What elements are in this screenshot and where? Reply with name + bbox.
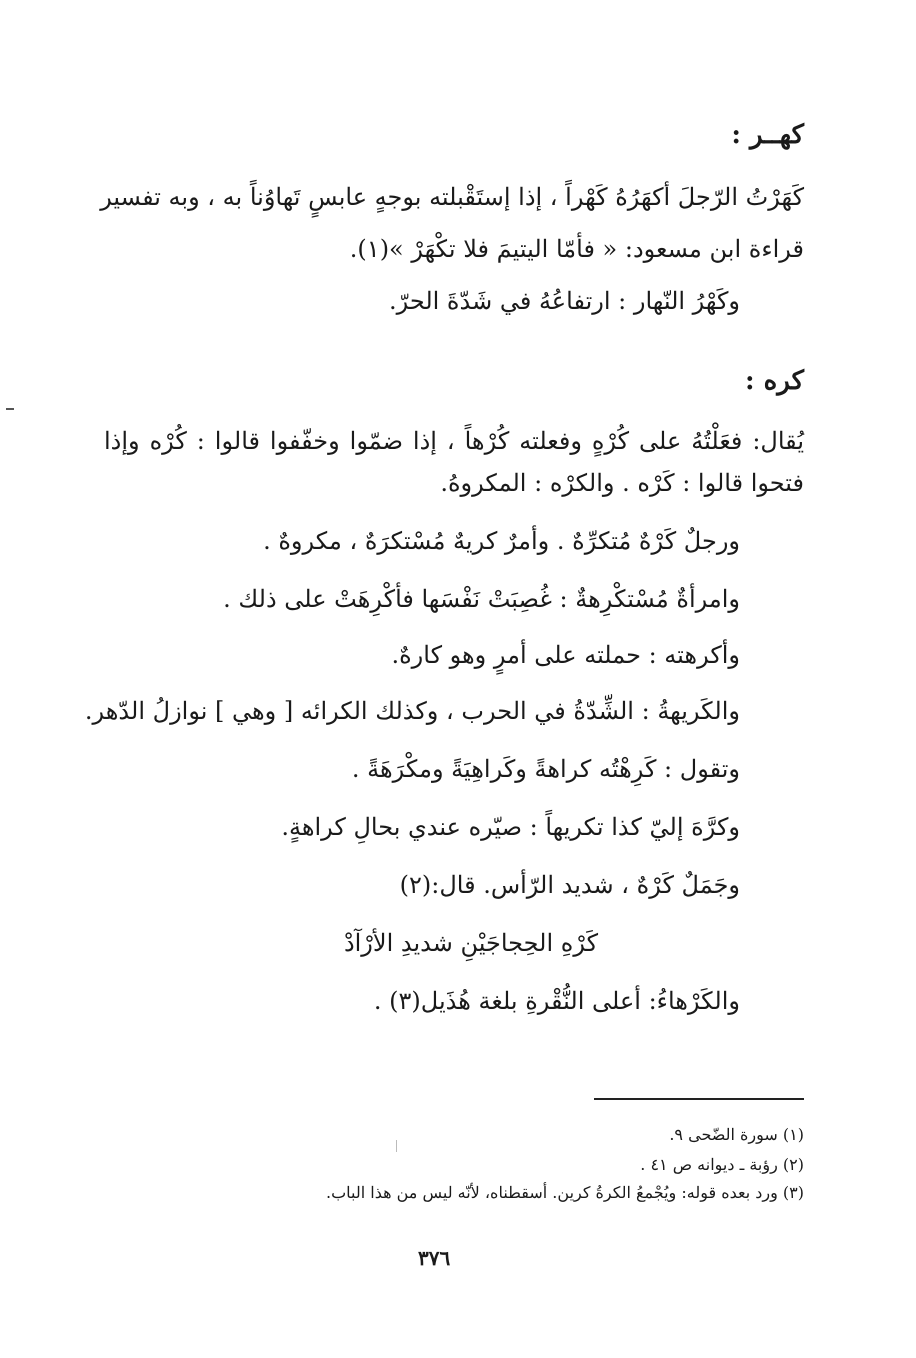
entry-kahr-line-2: قراءة ابن مسعود: « فأمّا اليتيمَ فلا تكْهَرْ »(١).: [349, 235, 804, 263]
footnote-2: (٢) رؤبة ـ ديوانه ص ٤١ .: [640, 1155, 804, 1174]
entry-karh-line-1: يُقال: فعَلْتُهُ على كُرْهٍ وفعلته كُرْهاً ، إذا ضمّوا وخفّفوا قالوا : كُرْه وإذا: [104, 427, 804, 455]
entry-karh-line-4: وامرأةٌ مُسْتكْرِهةٌ : غُصِبَتْ نَفْسَها فأكْرِهَتْ على ذلك .: [223, 585, 740, 613]
entry-karh-line-9: وجَمَلٌ كَرْهٌ ، شديد الرّأس. قال:(٢): [399, 871, 740, 899]
page-number: ٣٧٦: [418, 1246, 451, 1270]
entry-kahr-line-1: كَهَرْتُ الرّجلَ أكهَرُهُ كَهْراً ، إذا إستَقْبلته بوجهٍ عابسٍ تَهاوُناً به ، وبه تفسير: [100, 183, 804, 211]
entry-karh-line-7: وتقول : كَرِهْتُه كراهةً وكَراهِيَةً ومكْرَهَةً .: [351, 755, 740, 783]
entry-kahr-line-3: وكَهْرُ النّهار : ارتفاعُهُ في شَدّةَ الحرّ.: [388, 287, 740, 315]
entry-heading-kahr: كهــر :: [731, 120, 804, 150]
entry-karh-line-2: فتحوا قالوا : كَرْه . والكرْه : المكروهُ.: [440, 469, 804, 497]
footnote-separator: [594, 1098, 804, 1100]
footnote-3: (٣) ورد بعده قوله: ويُجْمعُ الكرةُ كرين. أسقطناه، لأنّه ليس من هذا الباب.: [326, 1183, 804, 1202]
scan-artifact: [6, 408, 14, 410]
entry-karh-line-8: وكرَّهَ إليّ كذا تكريهاً : صيّره عندي بحالِ كراهةٍ.: [281, 813, 740, 841]
entry-karh-line-11: والكَرْهاءُ: أعلى النُّقْرةِ بلغة هُذَيل(٣) .: [373, 987, 740, 1015]
entry-karh-verse: كَرْهِ الحِجاجَيْنِ شديدِ الأرْآدْ: [343, 929, 598, 957]
entry-karh-line-3: ورجلٌ كَرْهٌ مُتكرِّهٌ . وأمرٌ كريهٌ مُسْتكرَهٌ ، مكروهٌ .: [263, 527, 740, 555]
entry-karh-line-6: والكَريهةُ : الشِّدّةُ في الحرب ، وكذلك الكرائه [ وهي ] نوازلُ الدّهر.: [84, 697, 740, 725]
entry-karh-line-5: وأكرهته : حملته على أمرٍ وهو كارهٌ.: [391, 641, 740, 669]
entry-heading-karh: كره :: [745, 366, 804, 396]
scan-artifact: [396, 1140, 397, 1152]
footnote-1: (١) سورة الضّحى ٩.: [669, 1125, 804, 1144]
